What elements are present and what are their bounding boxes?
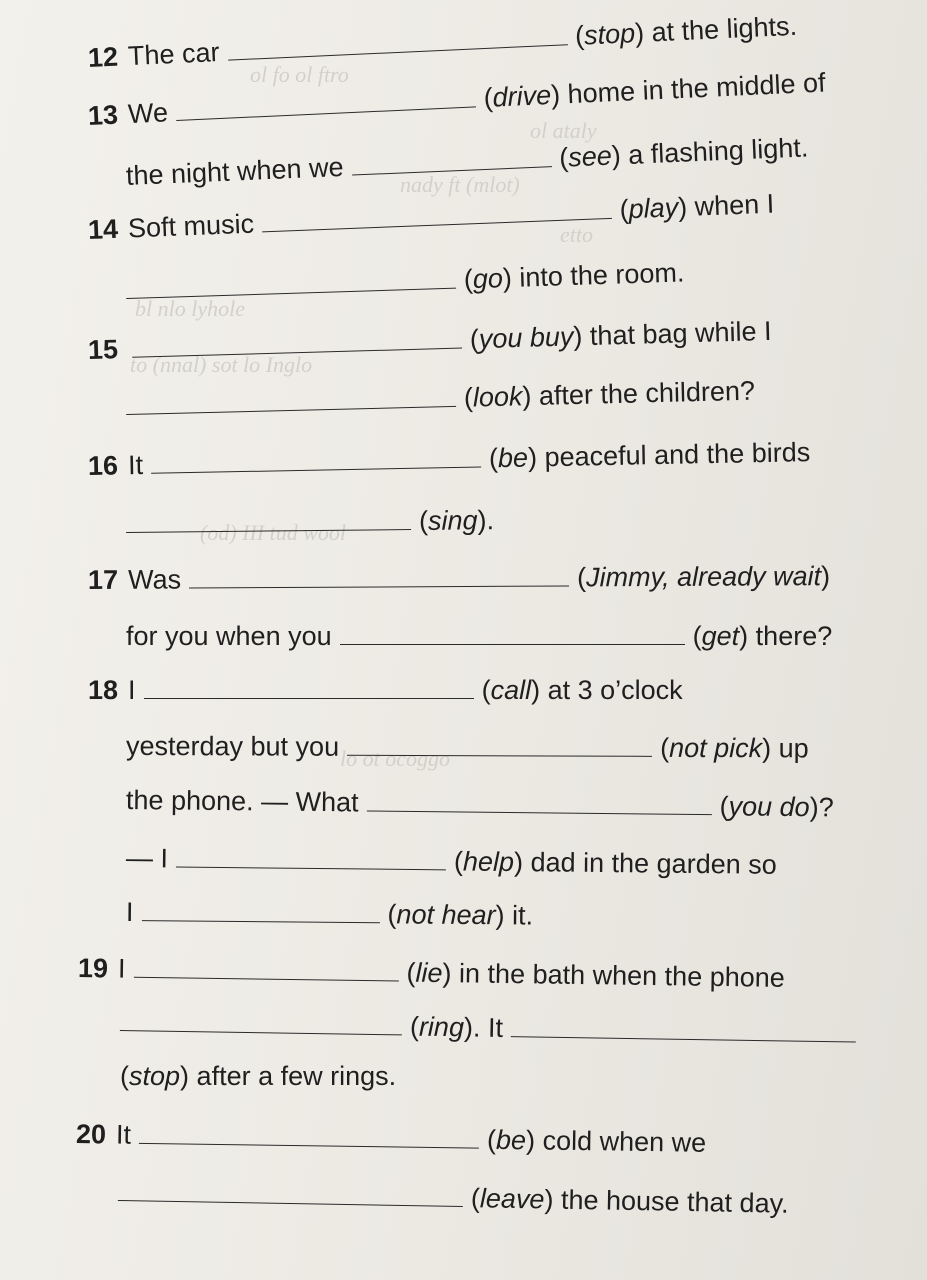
answer-blank[interactable] [175,84,476,121]
answer-blank[interactable] [511,1014,856,1042]
sentence-text: up [771,733,809,764]
verb-hint: (lie) [406,957,452,989]
answer-blank[interactable] [261,196,612,232]
answer-blank[interactable] [351,144,552,175]
sentence-text: the house that day. [553,1184,789,1219]
exercise-20-line-2 [118,1176,789,1220]
verb-hint: (ring) [409,1011,474,1043]
verb-hint: (you do) [719,791,819,823]
verb-hint: (play) [619,191,688,225]
sentence-text: The car [127,37,221,72]
answer-blank[interactable] [340,622,685,645]
verb-hint: (call) [481,675,541,705]
answer-blank[interactable] [126,507,411,533]
answer-blank[interactable] [126,266,457,299]
verb-hint: (not pick) [660,732,772,764]
verb-hint: (look) [463,381,532,413]
sentence-text: I [128,675,136,705]
exercise-15-line-1 [88,315,772,366]
sentence-text: yesterday but you [125,731,340,762]
workbook-page: ol fo ol ftro ol ataly nady ft (mlot) etto bl nlo lyhole to (nnal) sot lo Inglo (od) III tud wool lo ot ocoggo 12 The car(stop) at the lights. 13 We (drive) home in the middle of the night when we (see) a flashing light. 14 Soft music (play) when I (go) into the room. 15 (you buy) that bag while I (look) after the children? 16 It (be) peaceful and the birds (sing). 17 Was (Jimmy, already wait) for you when you (get) there? 18 I (call) at 3 o’clock yesterday but you (not pick) up the phone. — What (you do)? — I (help) dad in the garden so I (not hear) it. 19 I (lie) in the bath when the phone (ring). It (stop) after a few rings. 20 It (be) cold when we (leave) the house that day. [0,0,927,1280]
exercise-16-line-2 [126,504,494,540]
sentence-text: when I [686,188,775,222]
exercise-16-line-1 [88,436,811,482]
answer-blank[interactable] [141,898,379,923]
exercise-number: 14 [87,213,119,245]
verb-hint: (not hear) [387,899,505,931]
sentence-text: peaceful and the birds [536,437,811,473]
sentence-text: — I [125,843,169,874]
exercise-number: 15 [87,334,119,365]
verb-hint: (go) [463,262,513,295]
sentence-text: Was [127,564,182,595]
sentence-text: at the lights. [643,10,798,48]
answer-blank[interactable] [347,733,652,757]
exercise-12-line-1 [87,10,797,74]
exercise-18-line-2 [126,730,809,764]
exercise-number: 17 [87,564,119,595]
answer-blank[interactable] [120,1008,402,1035]
exercise-number: 18 [88,675,119,705]
exercise-18-line-3 [126,784,834,823]
sentence-text: the phone. — What [125,785,359,818]
answer-blank[interactable] [144,676,474,699]
sentence-text: Soft music [127,208,255,244]
verb-hint: (be) [486,1124,536,1156]
sentence-text: cold when we [534,1125,707,1158]
sentence-text: ? [818,792,834,823]
exercise-15-line-2 [126,375,756,422]
answer-blank[interactable] [176,845,446,871]
sentence-text: for you when you [126,621,332,651]
exercise-13-line-1 [87,67,826,132]
exercise-17-line-2 [126,620,832,652]
sentence-text: after the children? [531,375,756,412]
sentence-text: it. [504,900,534,931]
answer-blank[interactable] [132,326,463,358]
sentence-text: home in the middle of [559,67,827,110]
verb-hint: (get) [692,621,749,651]
exercise-19-line-2 [120,1006,864,1050]
verb-hint: (sing) [418,505,487,536]
verb-hint: (see) [558,140,622,173]
exercise-number: 20 [75,1119,107,1150]
answer-blank[interactable] [133,955,398,982]
sentence-text: at 3 o’clock [540,675,683,705]
exercise-18-line-4 [126,842,777,881]
exercise-number: 16 [87,450,119,481]
sentence-text: dad in the garden so [522,847,777,880]
answer-blank[interactable] [367,789,712,816]
sentence-text: in the bath when the phone [451,958,785,993]
sentence-text: We [127,97,169,130]
answer-blank[interactable] [139,1121,479,1149]
sentence-text: It [115,1119,132,1150]
verb-hint: (help) [453,846,524,878]
sentence-text: the night when we [125,151,345,191]
verb-hint: (stop) [120,1061,190,1091]
verb-hint: (leave) [470,1183,554,1215]
verb-hint: (you buy) [469,321,583,355]
exercise-19-line-3 [120,1060,396,1092]
exercise-18-line-5 [126,896,533,932]
verb-hint: (Jimmy, already wait) [576,561,831,593]
sentence-text: I [117,953,126,984]
sentence-text: that bag while I [582,315,772,352]
exercise-number: 13 [87,99,119,131]
exercise-17-line-1 [88,560,830,596]
exercise-18-line-1 [88,674,683,706]
answer-blank[interactable] [126,384,456,415]
verb-hint: (drive) [482,79,561,114]
verb-hint: (be) [488,442,538,474]
answer-blank[interactable] [189,563,569,588]
exercise-number: 12 [87,41,119,73]
sentence-text: a flashing light. [620,132,809,171]
verb-hint: (stop) [574,17,645,51]
sentence-text: It [127,449,144,481]
sentence-text: I [125,897,134,928]
sentence-text: . It [472,1012,504,1044]
sentence-text: there? [748,621,833,651]
answer-blank[interactable] [118,1178,463,1207]
exercise-number: 19 [77,953,109,984]
sentence-text: into the room. [511,257,685,293]
sentence-text: after a few rings. [189,1061,397,1091]
exercise-14-line-2 [125,256,684,306]
sentence-text: . [486,505,495,536]
answer-blank[interactable] [151,444,481,473]
exercise-20-line-1 [76,1118,707,1159]
answer-blank[interactable] [227,22,568,60]
exercise-19-line-1 [78,952,785,994]
